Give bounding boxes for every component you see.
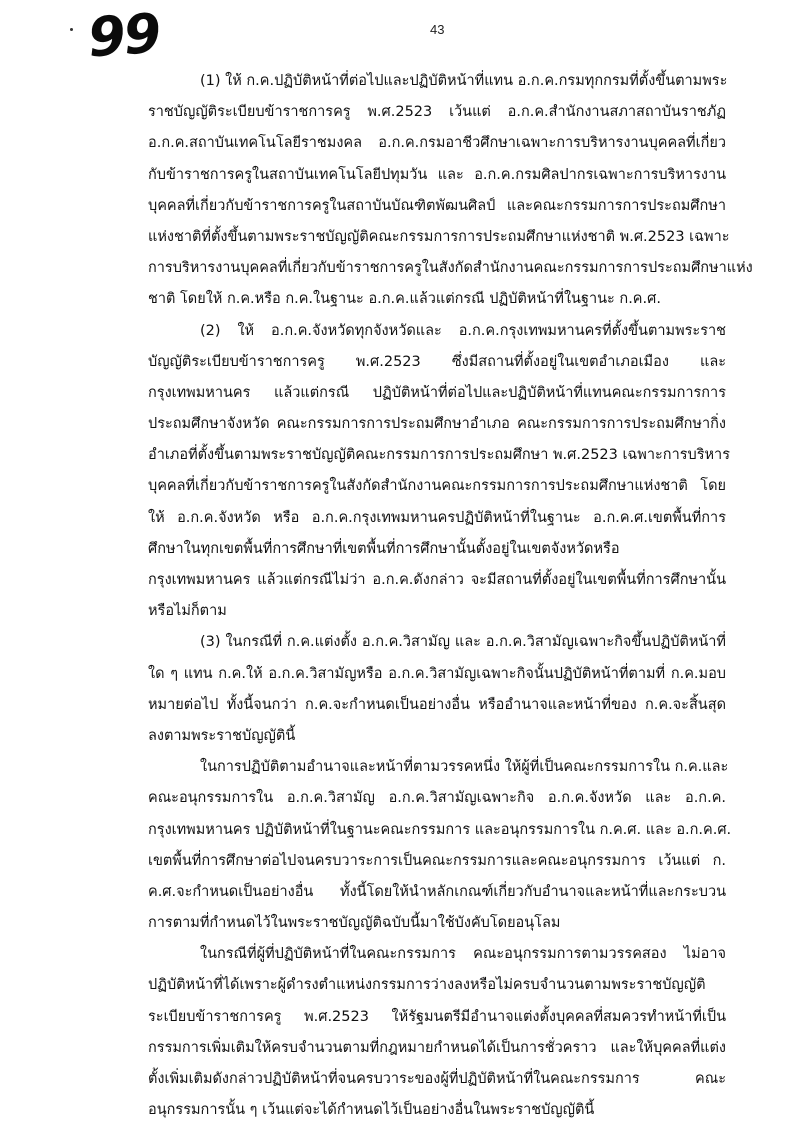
text-line: ชาติ โดยให้ ก.ค.หรือ ก.ค.ในฐานะ อ.ก.ค.แล้วแต่กรณี ปฏิบัติหน้าที่ในฐานะ ก.ค.ศ. (148, 291, 661, 308)
text-line: แห่งชาติที่ตั้งขึ้นตามพระราชบัญญัติคณะกรรมการการประถมศึกษาแห่งชาติ พ.ศ.2523 เฉพาะ (148, 228, 730, 245)
text-line: เขตพื้นที่การศึกษาต่อไปจนครบวาระการเป็นคณะกรรมการและคณะอนุกรรมการ เว้นแต่ ก. (148, 852, 726, 869)
text-line: ปฏิบัติหน้าที่ได้เพราะผู้ดำรงตำแหน่งกรรมการว่างลงหรือไม่ครบจำนวนตามพระราชบัญญัติ (148, 977, 706, 994)
text-line: บัญญัติระเบียบข้าราชการครู พ.ศ.2523 ซึ่งมีสถานที่ตั้งอยู่ในเขตอำเภอเมือง และ (148, 353, 726, 370)
text-line: อ.ก.ค.สถาบันเทคโนโลยีราชมงคล อ.ก.ค.กรมอาชีวศึกษาเฉพาะการบริหารงานบุคคลที่เกี่ยว (148, 135, 726, 152)
text-line: ประถมศึกษาจังหวัด คณะกรรมการการประถมศึกษาอำเภอ คณะกรรมการการประถมศึกษากิ่ง (148, 416, 726, 433)
text-line: ค.ศ.จะกำหนดเป็นอย่างอื่น ทั้งนี้โดยให้นำหลักเกณฑ์เกี่ยวกับอำนาจและหน้าที่และกระบวน (148, 883, 726, 900)
text-line: หมายต่อไป ทั้งนี้จนกว่า ก.ค.จะกำหนดเป็นอย่างอื่น หรืออำนาจและหน้าที่ของ ก.ค.จะสิ้นสุด (148, 696, 726, 713)
text-line: ใด ๆ แทน ก.ค.ให้ อ.ก.ค.วิสามัญหรือ อ.ก.ค.วิสามัญเฉพาะกิจนั้นปฏิบัติหน้าที่ตามที่ ก.ค.มอบ (148, 665, 726, 682)
text-line: (3) ในกรณีที่ ก.ค.แต่งตั้ง อ.ก.ค.วิสามัญ และ อ.ก.ค.วิสามัญเฉพาะกิจขึ้นปฏิบัติหน้าที่ (200, 634, 726, 651)
handwritten-page-number: 99 (85, 1, 162, 70)
page-number: 43 (430, 22, 445, 37)
text-line: คณะอนุกรรมการใน อ.ก.ค.วิสามัญ อ.ก.ค.วิสามัญเฉพาะกิจ อ.ก.ค.จังหวัด และ อ.ก.ค. (148, 790, 726, 807)
text-line: บุคคลที่เกี่ยวกับข้าราชการครูในสถาบันบัณฑิตพัฒนศิลป์ และคณะกรรมการการประถมศึกษา (148, 197, 726, 214)
text-line: อำเภอที่ตั้งขึ้นตามพระราชบัญญัติคณะกรรมการการประถมศึกษา พ.ศ.2523 เฉพาะการบริหาร (148, 447, 730, 464)
scan-speck (70, 28, 73, 31)
paragraph-2 (148, 316, 730, 628)
text-line: (2) ให้ อ.ก.ค.จังหวัดทุกจังหวัดและ อ.ก.ค.กรุงเทพมหานครที่ตั้งขึ้นตามพระราช (200, 322, 726, 339)
text-line: กับข้าราชการครูในสถาบันเทคโนโลยีปทุมวัน และ อ.ก.ค.กรมศิลปากรเฉพาะการบริหารงาน (148, 166, 726, 183)
text-line: ระเบียบข้าราชการครู พ.ศ.2523 ให้รัฐมนตรีมีอำนาจแต่งตั้งบุคคลที่สมควรทำหน้าที่เป็น (148, 1008, 726, 1025)
paragraph-3 (148, 627, 726, 752)
text-line: อนุกรรมการนั้น ๆ เว้นแต่จะได้กำหนดไว้เป็นอย่างอื่นในพระราชบัญญัตินี้ (148, 1102, 595, 1119)
text-line: ให้ อ.ก.ค.จังหวัด หรือ อ.ก.ค.กรุงเทพมหานครปฏิบัติหน้าที่ในฐานะ อ.ก.ค.ศ.เขตพื้นที่การ (148, 509, 726, 526)
text-line: ราชบัญญัติระเบียบข้าราชการครู พ.ศ.2523 เว้นแต่ อ.ก.ค.สำนักงานสภาสถาบันราชภัฏ (148, 104, 726, 121)
text-line: การบริหารงานบุคคลที่เกี่ยวกับข้าราชการครูในสังกัดสำนักงานคณะกรรมการการประถมศึกษาแห่ง (148, 260, 753, 277)
text-line: ในกรณีที่ผู้ที่ปฏิบัติหน้าที่ในคณะกรรมการ คณะอนุกรรมการตามวรรคสอง ไม่อาจ (200, 946, 726, 963)
paragraph-5 (148, 939, 726, 1126)
text-line: บุคคลที่เกี่ยวกับข้าราชการครูในสังกัดสำนักงานคณะกรรมการการประถมศึกษาแห่งชาติ โดย (148, 478, 726, 495)
paragraph-4 (148, 752, 732, 939)
text-line: กรุงเทพมหานคร ปฏิบัติหน้าที่ในฐานะคณะกรรมการ และอนุกรรมการใน ก.ค.ศ. และ อ.ก.ค.ศ. (148, 821, 732, 838)
text-line: ตั้งเพิ่มเติมดังกล่าวปฏิบัติหน้าที่จนครบวาระของผู้ที่ปฏิบัติหน้าที่ในคณะกรรมการ คณะ (148, 1071, 726, 1087)
text-line: หรือไม่ก็ตาม (148, 603, 227, 620)
text-line: กรุงเทพมหานคร แล้วแต่กรณีไม่ว่า อ.ก.ค.ดังกล่าว จะมีสถานที่ตั้งอยู่ในเขตพื้นที่การศึกษานั้น (148, 572, 726, 588)
paragraph-1 (148, 66, 753, 316)
body-text (148, 66, 753, 1126)
text-line: ในการปฏิบัติตามอำนาจและหน้าที่ตามวรรคหนึ่ง ให้ผู้ที่เป็นคณะกรรมการใน ก.ค.และ (200, 759, 729, 776)
text-line: การตามที่กำหนดไว้ในพระราชบัญญัติฉบับนี้มาใช้บังคับโดยอนุโลม (148, 915, 561, 932)
text-line: (1) ให้ ก.ค.ปฏิบัติหน้าที่ต่อไปและปฏิบัติหน้าที่แทน อ.ก.ค.กรมทุกกรมที่ตั้งขึ้นตามพระ (200, 73, 728, 89)
text-line: ศึกษาในทุกเขตพื้นที่การศึกษาที่เขตพื้นที่การศึกษานั้นตั้งอยู่ในเขตจังหวัดหรือ (148, 540, 620, 557)
text-line: ลงตามพระราชบัญญัตินี้ (148, 727, 296, 744)
text-line: กรุงเทพมหานคร แล้วแต่กรณี ปฏิบัติหน้าที่ต่อไปและปฏิบัติหน้าที่แทนคณะกรรมการการ (148, 384, 726, 401)
text-line: กรรมการเพิ่มเติมให้ครบจำนวนตามที่กฎหมายกำหนดได้เป็นการชั่วคราว และให้บุคคลที่แต่ง (148, 1039, 726, 1056)
